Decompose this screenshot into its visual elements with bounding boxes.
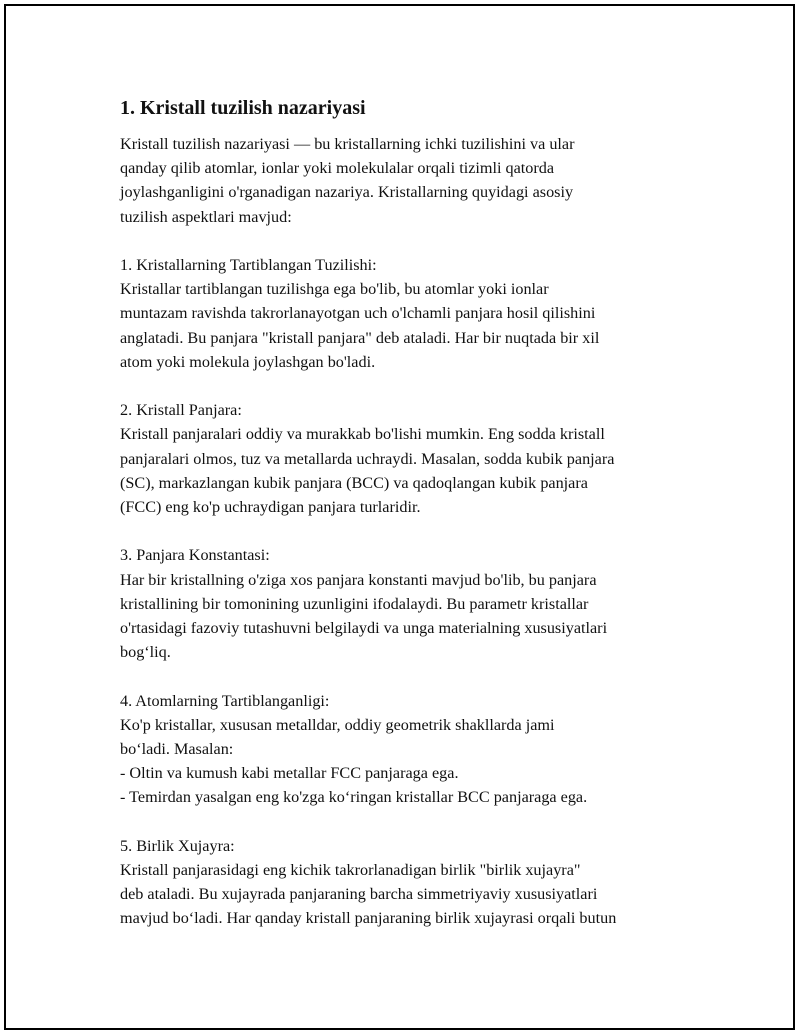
intro-paragraph: Kristall tuzilish nazariyasi — bu kristallarning ichki tuzilishini va ular qanday qilib atomlar, ionlar yoki molekulalar orqali tizimli qatorda joylashganligini o'rganadigan nazariya. Kristallarning quyidagi asosiy tuzilish aspektlari mavjud:: [120, 135, 575, 226]
section-1: [120, 253, 710, 374]
section-4: [120, 689, 710, 810]
paragraph-gap: [120, 810, 710, 834]
section-body: Kristallar tartiblangan tuzilishga ega bo'lib, bu atomlar yoki ionlar muntazam ravishda takrorlanayotgan uch o'lchamli panjara hosil qilishini anglatadi. Bu panjara "kristall panjara" deb ataladi. Har bir nuqtada bir xil atom yoki molekula joylashgan bo'ladi.: [120, 280, 600, 371]
section-heading: 3. Panjara Konstantasi:: [120, 546, 270, 565]
document-title: 1. Kristall tuzilish nazariyasi: [120, 97, 366, 119]
paragraph-gap: [120, 229, 710, 253]
section-heading: 5. Birlik Xujayra:: [120, 836, 235, 855]
document-body: [120, 94, 710, 931]
page-frame: [4, 4, 795, 1030]
section-body: Kristall panjaralari oddiy va murakkab bo'lishi mumkin. Eng sodda kristall panjaralari olmos, tuz va metallarda uchraydi. Masalan, sodda kubik panjara (SC), markazlangan kubik panjara (BCC) va qadoqlangan kubik panjara (FCC) eng ko'p uchraydigan panjara turlaridir.: [120, 425, 615, 517]
paragraph-gap: [120, 664, 710, 688]
section-body: Ko'p kristallar, xususan metalldar, oddiy geometrik shakllarda jami bo‘ladi. Masalan: - Oltin va kumush kabi metallar FCC panjaraga ega. - Temirdan yasalgan eng ko'zga ko‘ringan kristallar BCC panjaraga ega.: [120, 715, 588, 807]
paragraph-gap: [120, 374, 710, 398]
section-2: [120, 398, 710, 519]
section-heading: 1. Kristallarning Tartiblangan Tuzilishi:: [120, 256, 377, 274]
section-body: Kristall panjarasidagi eng kichik takrorlanadigan birlik "birlik xujayra" deb ataladi. Bu xujayrada panjaraning barcha simmetriyaviy xususiyatlari mavjud bo‘ladi. Har qanday kristall panjaraning birlik xujayrasi orqali butun: [120, 861, 617, 928]
section-heading: 2. Kristall Panjara:: [120, 401, 242, 420]
paragraph-gap: [120, 519, 710, 543]
section-3: [120, 543, 710, 664]
section-heading: 4. Atomlarning Tartiblanganligi:: [120, 691, 330, 710]
section-5: [120, 834, 710, 931]
section-body: Har bir kristallning o'ziga xos panjara konstanti mavjud bo'lib, bu panjara kristallining bir tomonining uzunligini ifodalaydi. Bu parametr kristallar o'rtasidagi fazoviy tutashuvni belgilaydi va unga materialning xususiyatlari bog‘liq.: [120, 570, 608, 662]
